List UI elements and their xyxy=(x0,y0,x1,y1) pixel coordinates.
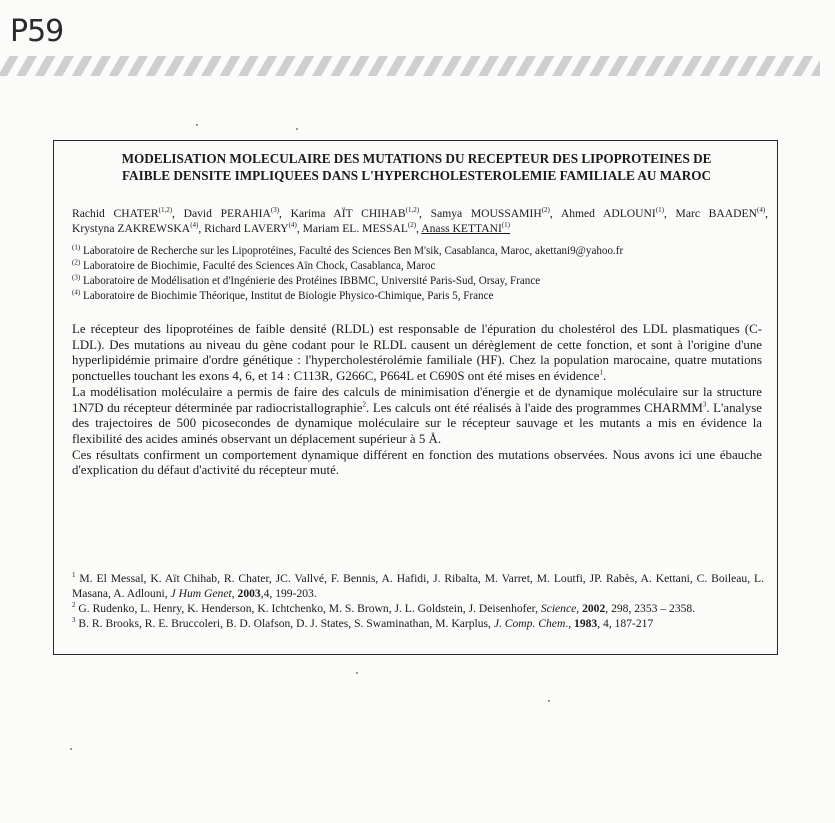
affiliation-list xyxy=(72,244,772,304)
paragraph-2: La modélisation moléculaire a permis de faire des calculs de minimisation d'énergie et de dynamique moléculaire sur la structure 1N7D du récepteur déterminée par radiocristallographie$^2$. Les calculs ont été réalisés à l'aide des programmes CHARMM$^3$. L'analyse des trajectoires de 500 picosecondes de dynamique moléculaire sur le récepteur sauvage et les mutants a mis en évidence la flexibilité des acides aminés observant un déplacement supérieur à 5 Å. xyxy=(72,384,763,446)
author-name: Karima AÏT CHIHAB$^{(1,2)}$ xyxy=(290,206,420,220)
affiliation-item: $^{(1)}$ Laboratoire de Recherche sur les Lipoprotéines, Faculté des Sciences Ben M'sik, Casablanca, Maroc, akettani9@yahoo.fr xyxy=(72,243,624,257)
reference-item: $^2$ G. Rudenko, L. Henry, K. Henderson, K. Ichtchenko, M. S. Brown, J. L. Goldstein, J. Deisenhofer, Science, 2002, 298, 2353 – 2358. xyxy=(72,601,696,615)
author-name: Rachid CHATER$^{(1,2)}$ xyxy=(72,206,173,220)
abstract-title xyxy=(54,150,779,184)
author-name: David PERAHIA$^{(3)}$ xyxy=(183,206,280,220)
author-name: Mariam EL. MESSAL$^{(2)}$ xyxy=(302,221,417,235)
title-line-1: MODELISATION MOLECULAIRE DES MUTATIONS DU RECEPTEUR DES LIPOPROTEINES DE xyxy=(121,151,712,166)
affiliation-item: $^{(4)}$ Laboratoire de Biochimie Théorique, Institut de Biologie Physico-Chimique, Paris 5, France xyxy=(72,288,494,302)
scan-speck xyxy=(296,128,298,130)
author-name: Ahmed ADLOUNI$^{(1)}$ xyxy=(560,206,664,220)
poster-code: P59 xyxy=(10,14,64,49)
scan-speck xyxy=(548,700,550,702)
author-name: Anass KETTANI$^{(1)}$ xyxy=(421,221,510,235)
scan-speck xyxy=(70,748,72,750)
scan-speck xyxy=(196,124,198,126)
author-name: Richard LAVERY$^{(4)}$ xyxy=(204,221,297,235)
author-name: Krystyna ZAKREWSKA$^{(4)}$ xyxy=(72,221,199,235)
author-name: Samya MOUSSAMIH$^{(2)}$ xyxy=(430,206,550,220)
affiliation-item: $^{(3)}$ Laboratoire de Modélisation et d'Ingénierie des Protéines IBBMC, Université Paris-Sud, Orsay, France xyxy=(72,273,541,287)
author-list: Rachid CHATER$^{(1,2)}$, David PERAHIA$^{(3)}$, Karima AÏT CHIHAB$^{(1,2)}$, Samya MOUSSAMIH$^{(2)}$, Ahmed ADLOUNI$^{(1)}$, Marc BAADEN$^{(4)}$, Krystyna ZAKREWSKA$^{(4)}$, Richard LAVERY$^{(4)}$, Mariam EL. MESSAL$^{(2)}$, Anass KETTANI$^{(1)}$ xyxy=(72,206,769,235)
scan-speck xyxy=(356,672,358,674)
abstract-box xyxy=(53,140,778,655)
reference-item: $^3$ B. R. Brooks, R. E. Bruccoleri, B. D. Olafson, D. J. States, S. Swaminathan, M. Karplus, J. Comp. Chem., 1983, 4, 187-217 xyxy=(72,616,654,630)
title-line-2: FAIBLE DENSITE IMPLIQUEES DANS L'HYPERCHOLESTEROLEMIE FAMILIALE AU MAROC xyxy=(121,168,711,183)
paragraph-3: Ces résultats confirment un comportement dynamique différent en fonction des mutations observées. Nous avons ici une ébauche d'explication du défaut d'activité du récepteur muté. xyxy=(72,447,762,478)
reference-item: $^1$ M. El Messal, K. Aït Chihab, R. Chater, JC. Vallvé, F. Bennis, A. Hafidi, J. Ribalta, M. Varret, M. Loutfi, JP. Rabès, A. Kettani, C. Boileau, L. Masana, A. Adlouni, J Hum Genet, 2003,4, 199-203. xyxy=(72,571,764,600)
decorative-hatch-band xyxy=(0,56,820,76)
reference-list xyxy=(72,571,764,631)
paragraph-1: Le récepteur des lipoprotéines de faible densité (RLDL) est responsable de l'épuration du cholestérol des LDL plasmatiques (C-LDL). Des mutations au niveau du gène codant pour le RLDL causent un dérèglement de cette fonction, et sont à l'origine d'une hyperlipidémie primaire d'ordre génétique : l'hypercholestérolémie familiale (HF). Chez la population marocaine, quatre mutations ponctuelles touchant les exons 4, 6, et 14 : C113R, G266C, P664L et C690S ont été mises en évidence$^1$. xyxy=(72,322,762,384)
abstract-body xyxy=(72,322,762,479)
author-name: Marc BAADEN$^{(4)}$ xyxy=(675,206,766,220)
affiliation-item: $^{(2)}$ Laboratoire de Biochimie, Faculté des Sciences Aïn Chock, Casablanca, Maroc xyxy=(72,258,436,272)
